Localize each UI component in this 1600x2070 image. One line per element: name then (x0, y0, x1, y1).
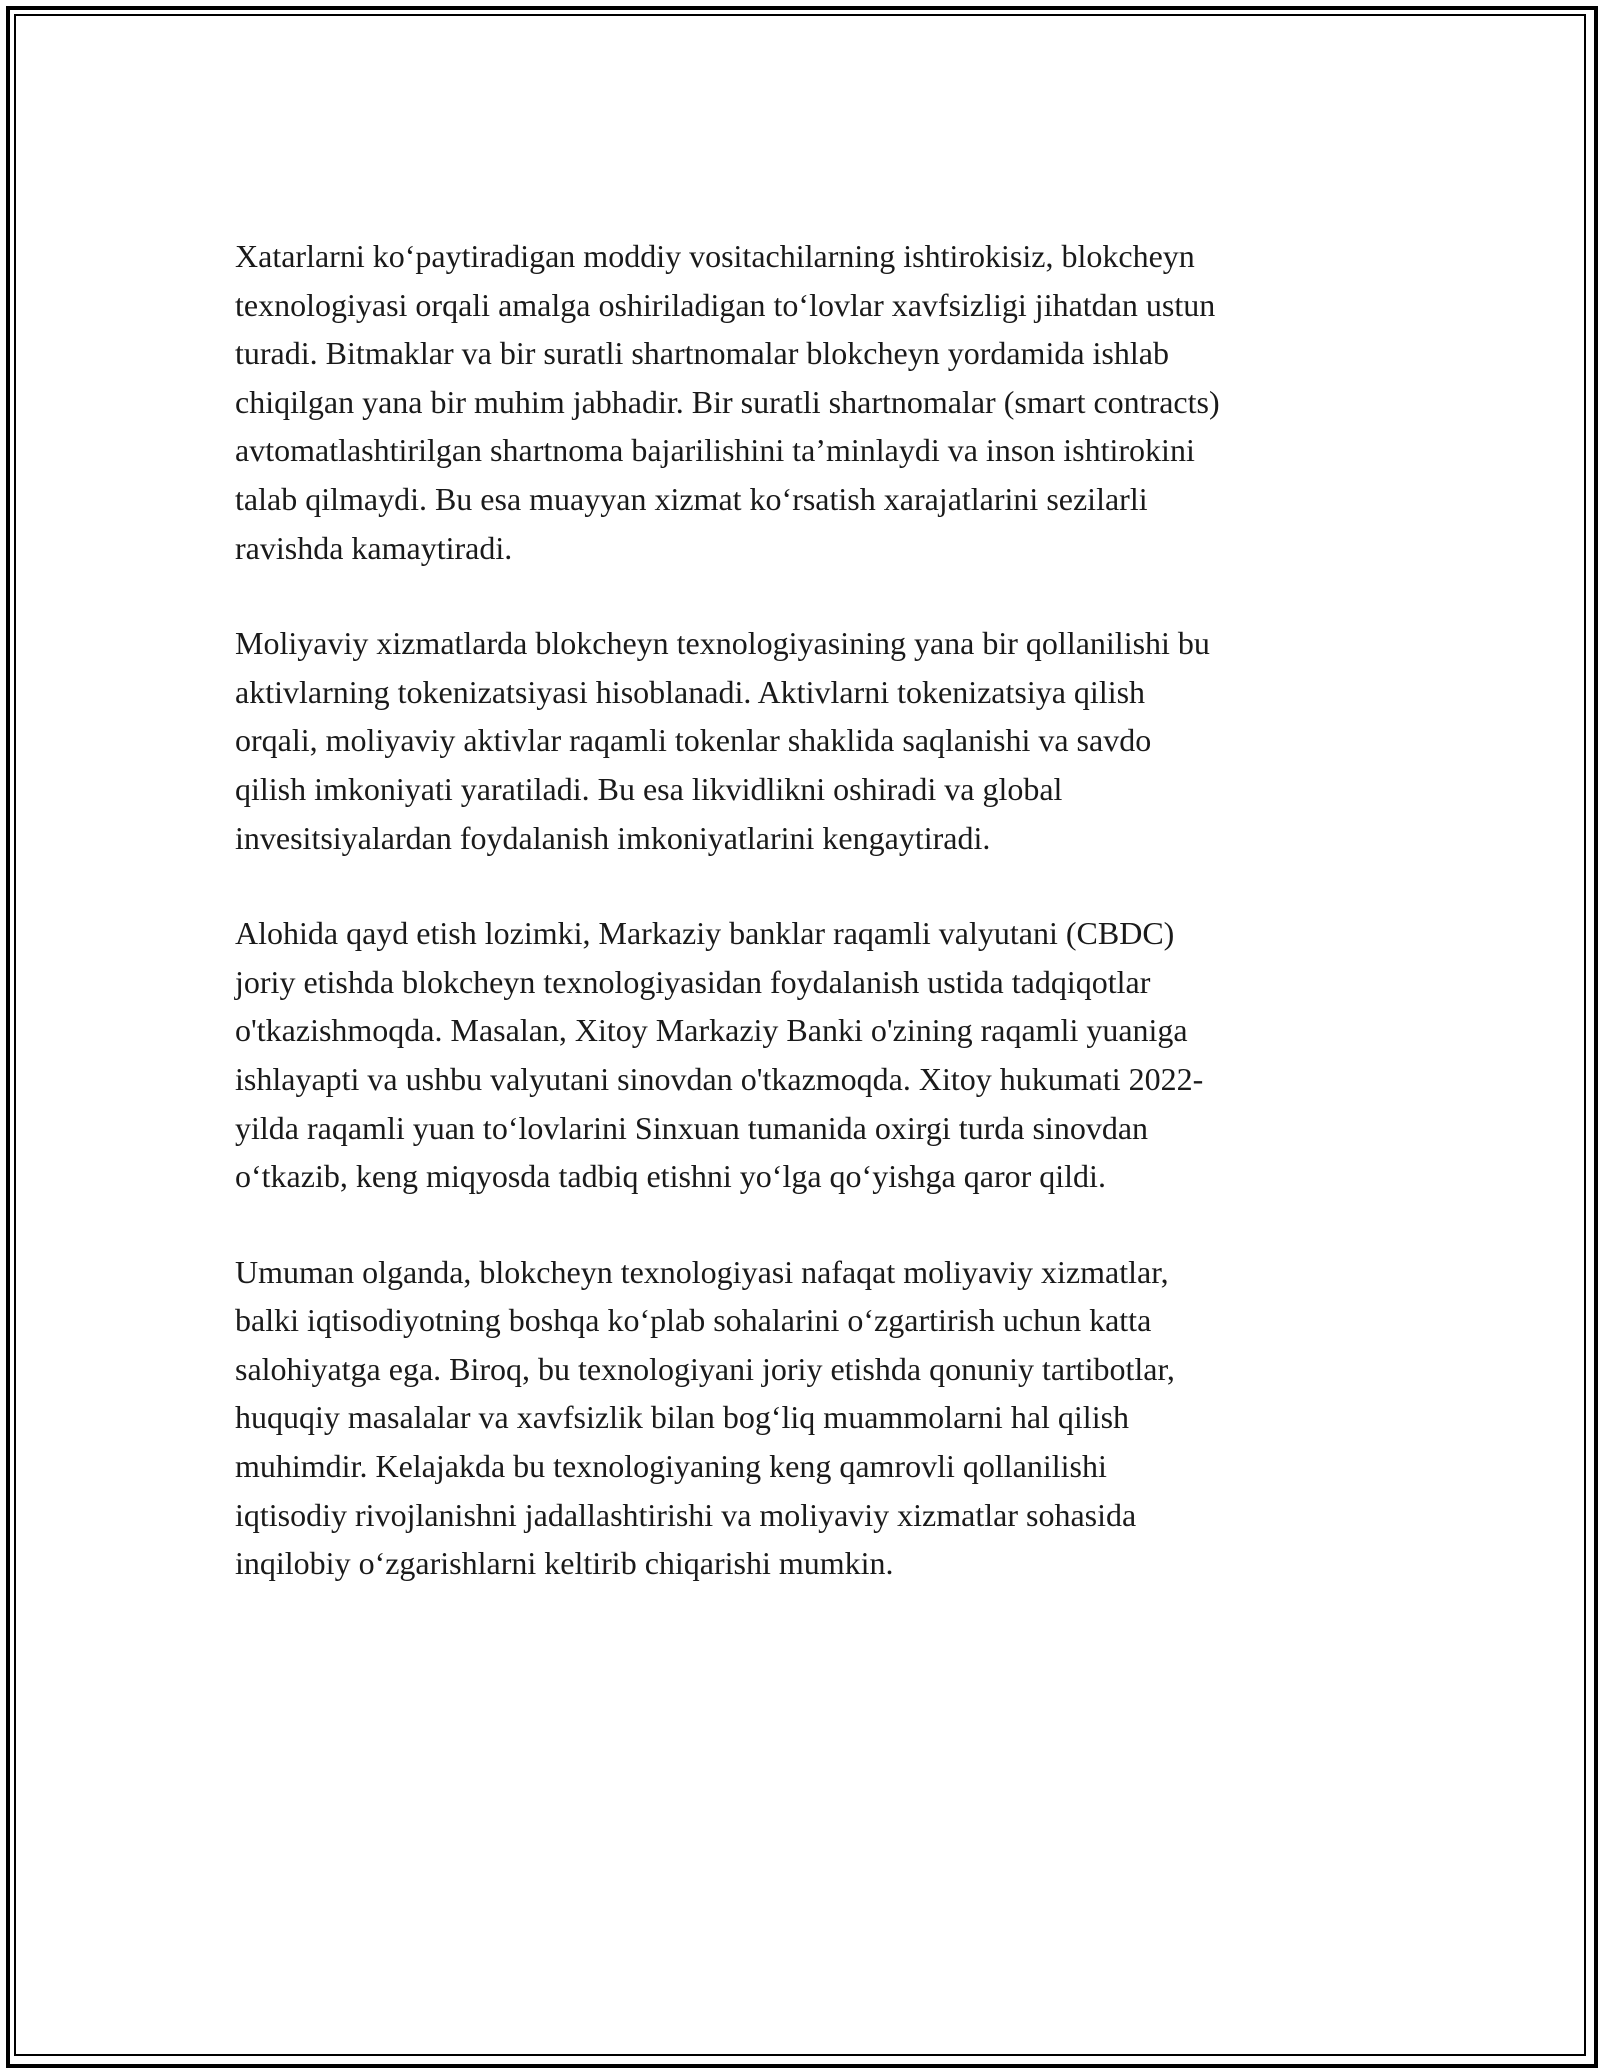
text-line: joriy etishda blokcheyn texnologiyasidan foydalanish ustida tadqiqotlar (235, 963, 1151, 1000)
text-line: chiqilgan yana bir muhim jabhadir. Bir suratli shartnomalar (smart contracts) (235, 383, 1220, 420)
text-line: orqali, moliyaviy aktivlar raqamli tokenlar shaklida saqlanishi va savdo (235, 722, 1152, 759)
text-line: yilda raqamli yuan to‘lovlarini Sinxuan tumanida oxirgi turda sinovdan (235, 1109, 1149, 1146)
text-line: o‘tkazib, keng miqyosda tadbiq etishni yo‘lga qo‘yishga qaror qildi. (235, 1158, 1106, 1195)
text-line: o'tkazishmoqda. Masalan, Xitoy Markaziy Banki o'zining raqamli yuaniga (235, 1012, 1188, 1049)
text-line: huquqiy masalalar va xavfsizlik bilan bog‘liq muammolarni hal qilish (235, 1399, 1130, 1436)
text-line: inqilobiy o‘zgarishlarni keltirib chiqarishi mumkin. (235, 1545, 894, 1582)
paragraph-2 (235, 619, 1375, 862)
text-line: texnologiyasi orqali amalga oshiriladigan to‘lovlar xavfsizligi jihatdan ustun (235, 286, 1216, 323)
text-line: iqtisodiy rivojlanishni jadallashtirishi va moliyaviy xizmatlar sohasida (235, 1496, 1137, 1533)
text-line: muhimdir. Kelajakda bu texnologiyaning keng qamrovli qollanilishi (235, 1448, 1107, 1485)
text-line: balki iqtisodiyotning boshqa ko‘plab sohalarini o‘zgartirish uchun katta (235, 1302, 1152, 1339)
text-line: Umuman olganda, blokcheyn texnologiyasi nafaqat moliyaviy xizmatlar, (235, 1253, 1169, 1290)
text-line: aktivlarning tokenizatsiyasi hisoblanadi. Aktivlarni tokenizatsiya qilish (235, 673, 1146, 710)
text-line: avtomatlashtirilgan shartnoma bajarilishini ta’minlaydi va inson ishtirokini (235, 432, 1195, 469)
text-line: qilish imkoniyati yaratiladi. Bu esa likvidlikni oshiradi va global (235, 770, 1063, 807)
text-line: talab qilmaydi. Bu esa muayyan xizmat ko‘rsatish xarajatlarini sezilarli (235, 480, 1148, 517)
text-line: Alohida qayd etish lozimki, Markaziy banklar raqamli valyutani (CBDC) (235, 915, 1175, 952)
text-line: Xatarlarni ko‘paytiradigan moddiy vositachilarning ishtirokisiz, blokcheyn (235, 238, 1195, 274)
text-line: ishlayapti va ushbu valyutani sinovdan o'tkazmoqda. Xitoy hukumati 2022- (235, 1060, 1204, 1097)
paragraph-3 (235, 909, 1375, 1201)
document-body (235, 232, 1375, 1635)
paragraph-1 (235, 232, 1375, 572)
text-line: invesitsiyalardan foydalanish imkoniyatlarini kengaytiradi. (235, 819, 991, 856)
text-line: ravishda kamaytiradi. (235, 529, 513, 566)
text-line: Moliyaviy xizmatlarda blokcheyn texnologiyasining yana bir qollanilishi bu (235, 625, 1210, 662)
text-line: turadi. Bitmaklar va bir suratli shartnomalar blokcheyn yordamida ishlab (235, 335, 1169, 372)
paragraph-4 (235, 1248, 1375, 1588)
text-line: salohiyatga ega. Biroq, bu texnologiyani joriy etishda qonuniy tartibotlar, (235, 1350, 1175, 1387)
